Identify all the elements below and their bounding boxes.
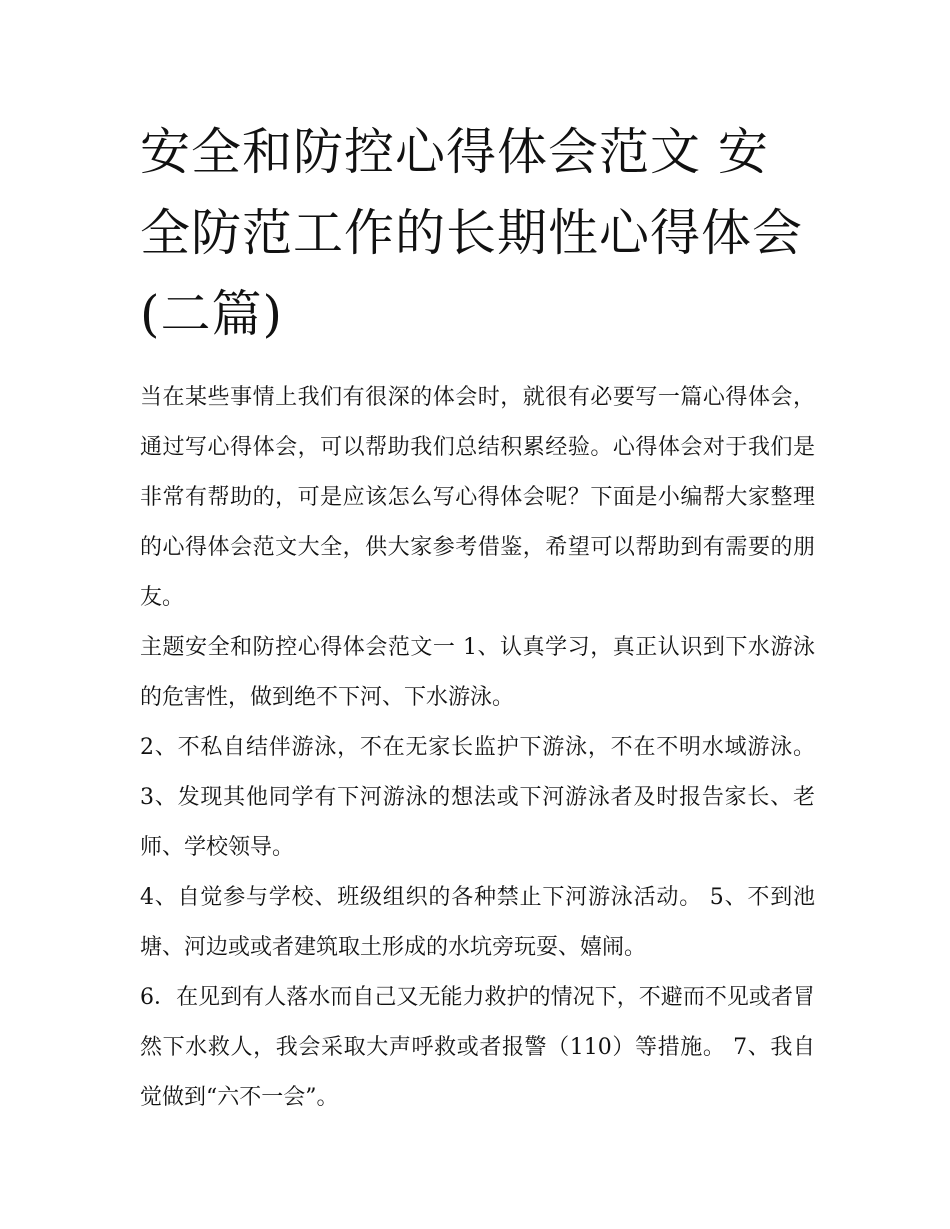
intro-paragraph: 当在某些事情上我们有很深的体会时，就很有必要写一篇心得体会，通过写心得体会，可以帮助我们总结积累经验。心得体会对于我们是非常有帮助的，可是应该怎么写心得体会呢？下面是小编帮大家整理的心得体会范文大全，供大家参考借鉴，希望可以帮助到有需要的朋友。 xyxy=(140,385,815,610)
document-title: 安全和防控心得体会范文 安全防范工作的长期性心得体会(二篇) xyxy=(140,123,803,343)
paragraph-item-6-7: 6．在见到有人落水而自己又无能力救护的情况下，不避而不见或者冒然下水救人，我会采取大声呼救或者报警（110）等措施。 7、我自觉做到“六不一会”。 xyxy=(140,985,815,1110)
paragraph-item-2-3: 2、不私自结伴游泳，不在无家长监护下游泳，不在不明水域游泳。 3、发现其他同学有下河游泳的想法或下河游泳者及时报告家长、老师、学校领导。 xyxy=(140,735,815,860)
document-page xyxy=(140,112,815,1123)
paragraph-item-4-5: 4、自觉参与学校、班级组织的各种禁止下河游泳活动。 5、不到池塘、河边或或者建筑取土形成的水坑旁玩耍、嬉闹。 xyxy=(140,885,815,960)
paragraph-item-1: 主题安全和防控心得体会范文一 1、认真学习，真正认识到下水游泳的危害性，做到绝不下河、下水游泳。 xyxy=(140,635,815,710)
